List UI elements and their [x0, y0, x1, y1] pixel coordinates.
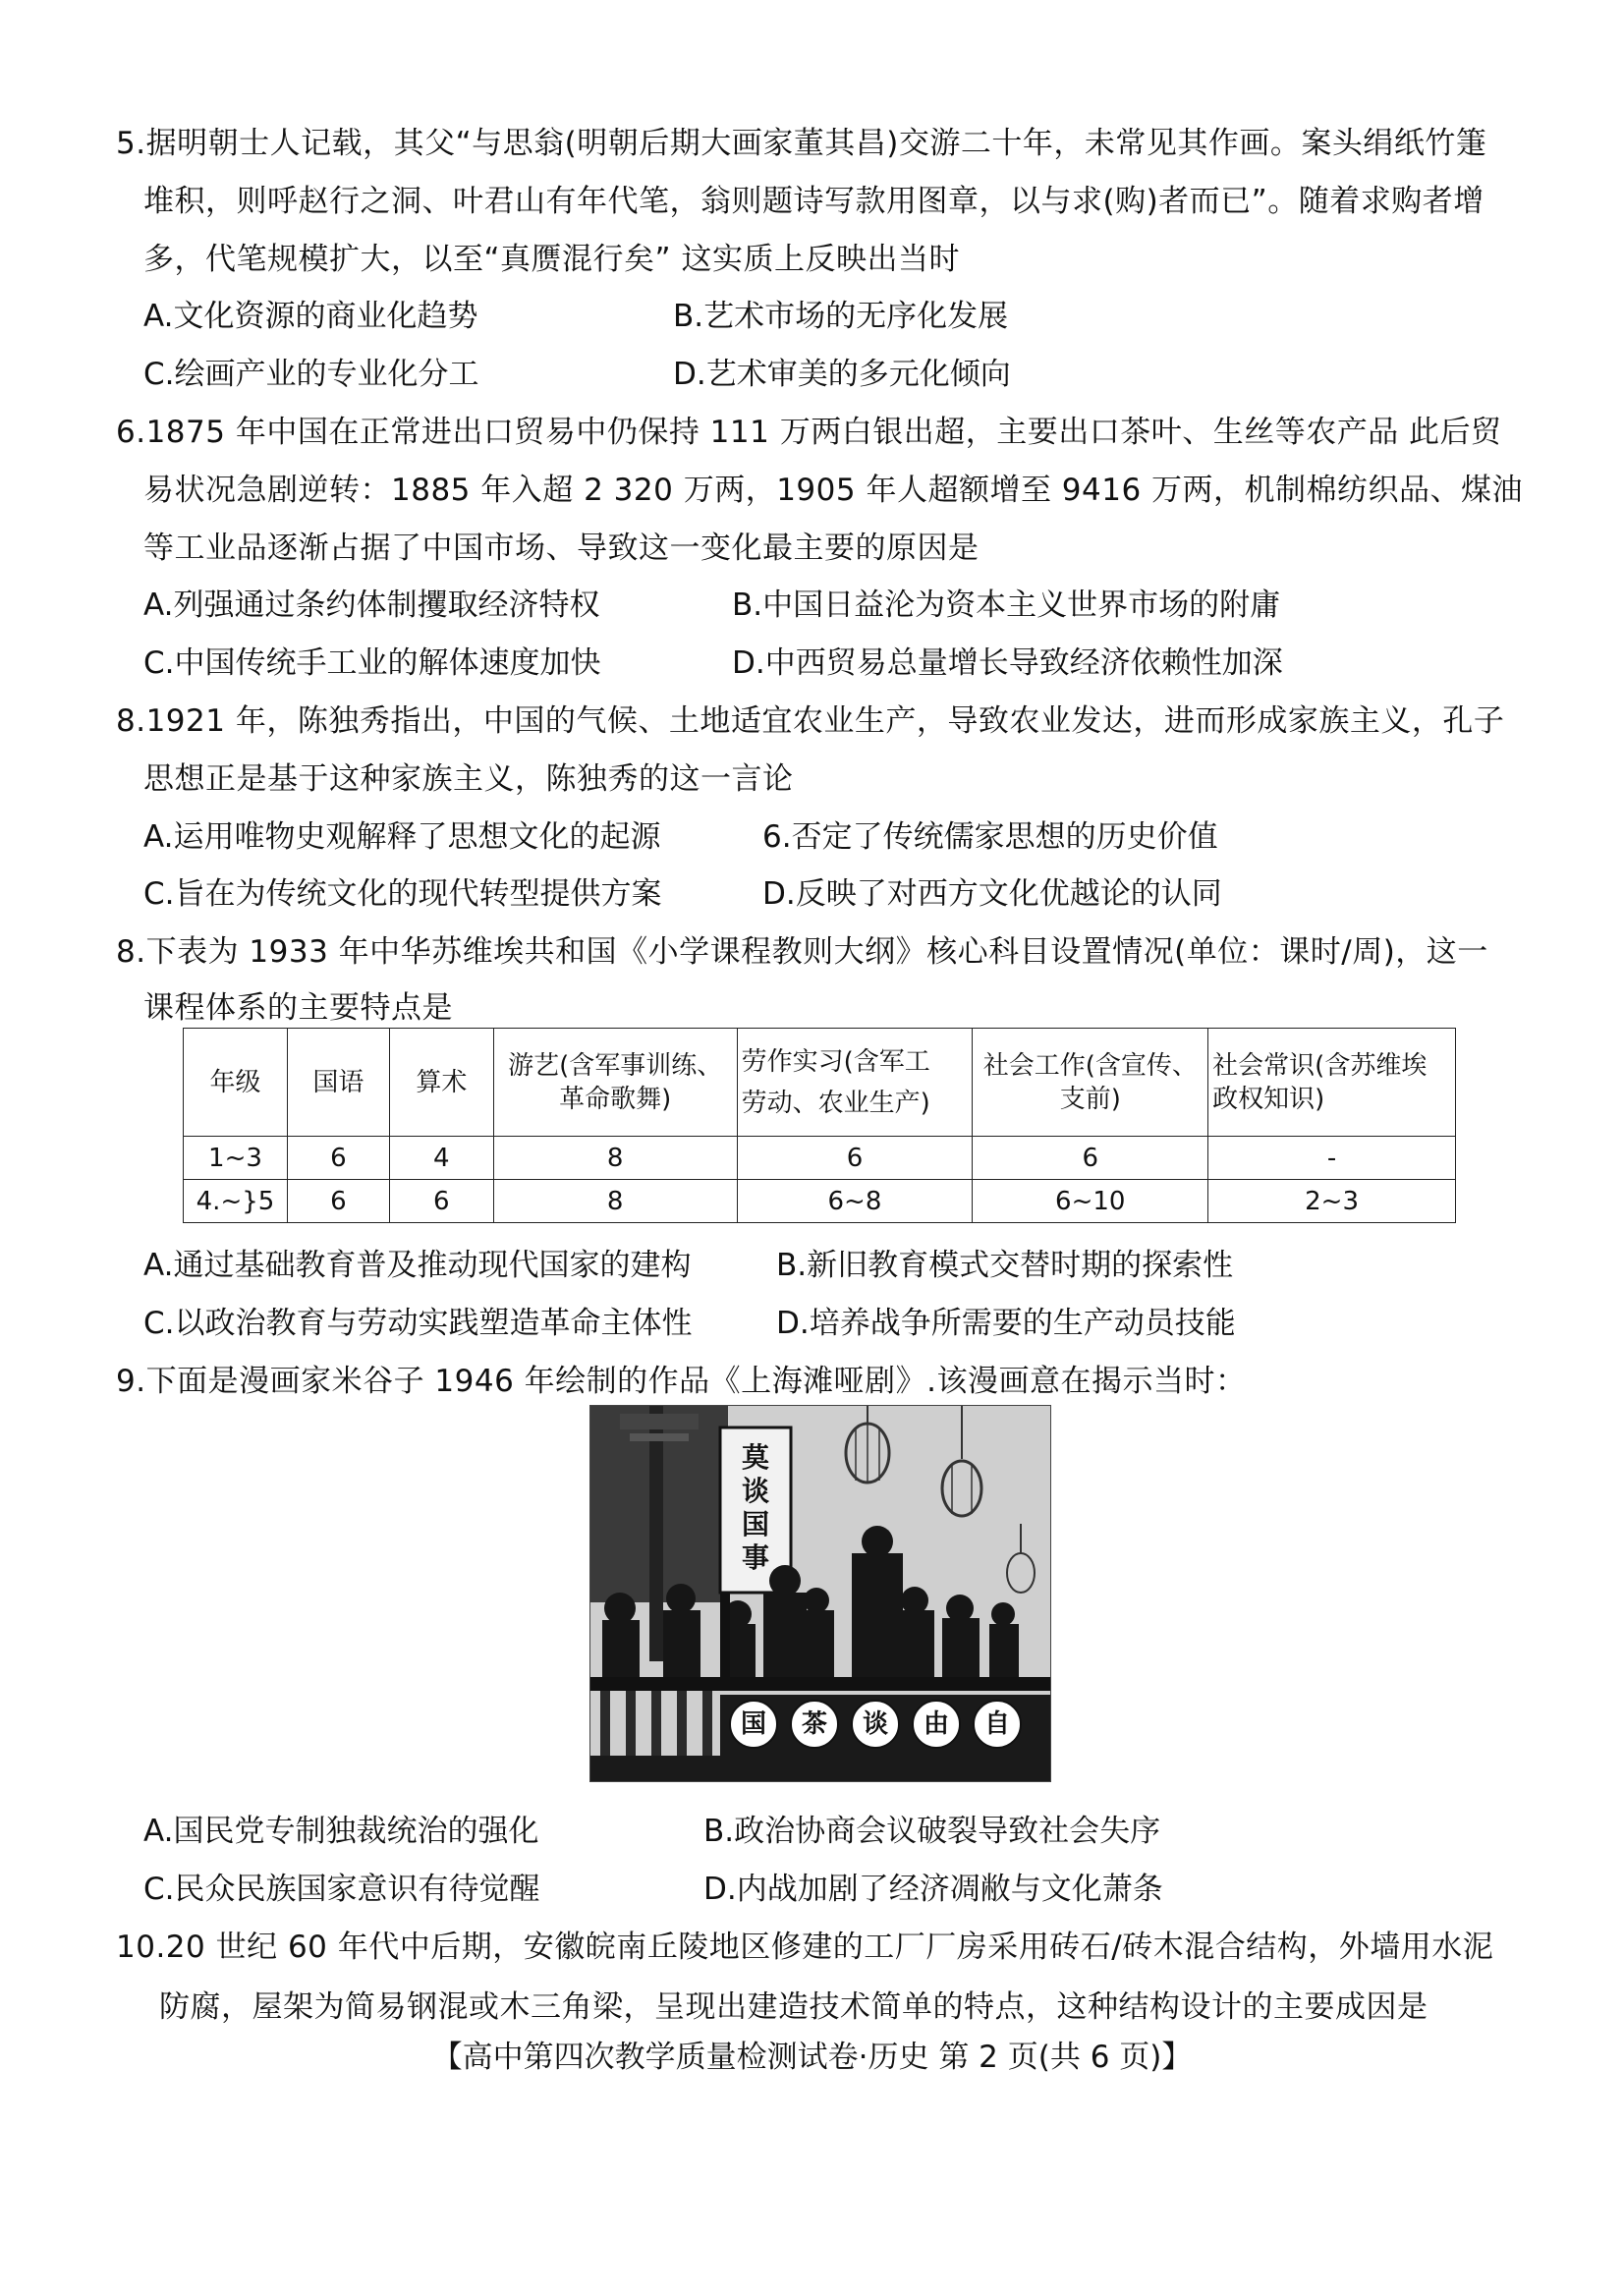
table-header-cell: 年级: [184, 1029, 288, 1137]
cartoon-image: [589, 1405, 1051, 1782]
table-cell: 6: [287, 1137, 389, 1180]
q5-option-b: B.艺术市场的无序化发展: [673, 299, 1009, 334]
table-header-cell: [493, 1029, 737, 1137]
q6-option-d: D.中西贸易总量增长导致经济依赖性加深: [732, 645, 1283, 681]
q10-line-1: 10.20 世纪 60 年代中后期，安徽皖南丘陵地区修建的工厂厂房采用砖石/砖木混合结构，外墙用水泥: [116, 1930, 1494, 1965]
table-cell: 6: [737, 1137, 973, 1180]
q9-option-b: B.政治协商会议破裂导致社会失序: [703, 1814, 1161, 1849]
table-cell: 4: [389, 1137, 493, 1180]
table-cell: 6: [973, 1137, 1208, 1180]
table-header-cell: [737, 1029, 973, 1137]
q6-line-2: 易状况急剧逆转：1885 年入超 2 320 万两，1905 年人超额增至 9416 万两，机制棉纺织品、煤油: [143, 473, 1524, 508]
cartoon-banner-char: 自: [983, 1709, 1010, 1739]
q5-option-c: C.绘画产业的专业化分工: [143, 357, 479, 392]
q8-option-b: B.新旧教育模式交替时期的探索性: [776, 1248, 1234, 1283]
table-row: [184, 1180, 1456, 1223]
q8-option-d: D.培养战争所需要的生产动员技能: [776, 1306, 1236, 1341]
table-header-row: [184, 1029, 1456, 1137]
q5-option-a: A.文化资源的商业化趋势: [143, 299, 478, 334]
q9-option-a: A.国民党专制独裁统治的强化: [143, 1814, 539, 1849]
table-header-cell: 国语: [287, 1029, 389, 1137]
q6-option-b: B.中国日益沦为资本主义世界市场的附庸: [732, 588, 1281, 623]
table-cell: 4.~}5: [184, 1180, 288, 1223]
table-header-cell: [1208, 1029, 1456, 1137]
header-line: 劳动、农业生产): [741, 1088, 930, 1118]
q5-line-2: 堆积，则呼赵行之洞、叶君山有年代笔，翁则题诗写款用图章，以与求(购)者而已”。随着求购者增: [143, 184, 1484, 219]
header-line: 政权知识): [1212, 1084, 1325, 1114]
cartoon-banner-char: 茶: [801, 1709, 827, 1739]
q6-line-3: 等工业品逐渐占据了中国市场、导致这一变化最主要的原因是: [143, 531, 980, 566]
cartoon-banner-char: 国: [740, 1709, 766, 1739]
q5-option-d: D.艺术审美的多元化倾向: [673, 357, 1011, 392]
q7-option-d: D.反映了对西方文化优越论的认同: [762, 876, 1222, 912]
cartoon-banner-char: 谈: [862, 1709, 888, 1739]
q8-option-c: C.以政治教育与劳动实践塑造革命主体性: [143, 1306, 693, 1341]
cartoon-sign-text: 莫谈国事: [741, 1441, 769, 1574]
q7-line-1: 8.1921 年，陈独秀指出，中国的气候、土地适宜农业生产，导致农业发达，进而形成家族主义，孔子: [116, 703, 1505, 739]
q6-option-c: C.中国传统手工业的解体速度加快: [143, 645, 601, 681]
header-line: 支前): [1059, 1084, 1121, 1114]
table-cell: 6: [287, 1180, 389, 1223]
table-cell: 6~8: [737, 1180, 973, 1223]
q8-option-a: A.通过基础教育普及推动现代国家的建构: [143, 1248, 692, 1283]
q5-line-3: 多，代笔规模扩大，以至“真赝混行矣” 这实质上反映出当时: [143, 242, 960, 277]
table-cell: 8: [493, 1180, 737, 1223]
q9-line-1: 9.下面是漫画家米谷子 1946 年绘制的作品《上海滩哑剧》.该漫画意在揭示当时：: [116, 1364, 1247, 1399]
q5-line-1: 5.据明朝士人记载，其父“与思翁(明朝后期大画家董其昌)交游二十年，未常见其作画。案头绢纸竹箑: [116, 126, 1487, 161]
q6-line-1: 6.1875 年中国在正常进出口贸易中仍保持 111 万两白银出超，主要出口茶叶、生丝等农产品 此后贸: [116, 415, 1502, 450]
header-line: 革命歌舞): [559, 1084, 672, 1114]
q6-option-a: A.列强通过条约体制攫取经济特权: [143, 588, 600, 623]
q7-line-2: 思想正是基于这种家族主义，陈独秀的这一言论: [143, 761, 794, 797]
header-line: 游艺(含军事训练、: [508, 1050, 723, 1081]
q9-option-d: D.内战加剧了经济凋敝与文化萧条: [703, 1872, 1163, 1907]
table-row: [184, 1137, 1456, 1180]
q7-option-b: 6.否定了传统儒家思想的历史价值: [762, 819, 1218, 855]
table-cell: 6~10: [973, 1180, 1208, 1223]
q8-line-2: 课程体系的主要特点是: [143, 990, 453, 1026]
header-line: 劳作实习(含军工: [741, 1046, 930, 1077]
table-cell: 6: [389, 1180, 493, 1223]
header-line: 社会工作(含宣传、: [982, 1050, 1198, 1081]
table-cell: 1~3: [184, 1137, 288, 1180]
course-table: [183, 1028, 1456, 1223]
header-line: 社会常识(含苏维埃: [1212, 1050, 1428, 1081]
cartoon-banner-char: 由: [923, 1709, 949, 1739]
q8-line-1: 8.下表为 1933 年中华苏维埃共和国《小学课程教则大纲》核心科目设置情况(单位：课时/周)，这一: [116, 934, 1488, 970]
page-footer: 【高中第四次教学质量检测试卷·历史 第 2 页(共 6 页)】: [431, 2040, 1193, 2075]
q7-option-a: A.运用唯物史观解释了思想文化的起源: [143, 819, 661, 855]
table-header-cell: 算术: [389, 1029, 493, 1137]
table-cell: 8: [493, 1137, 737, 1180]
q10-line-2: 防腐，屋架为简易钢混或木三角梁，呈现出建造技术简单的特点，这种结构设计的主要成因是: [159, 1989, 1428, 2025]
table-header-cell: [973, 1029, 1208, 1137]
table-cell: 2~3: [1208, 1180, 1456, 1223]
q7-option-c: C.旨在为传统文化的现代转型提供方案: [143, 876, 662, 912]
q9-option-c: C.民众民族国家意识有待觉醒: [143, 1872, 540, 1907]
table-cell: -: [1208, 1137, 1456, 1180]
